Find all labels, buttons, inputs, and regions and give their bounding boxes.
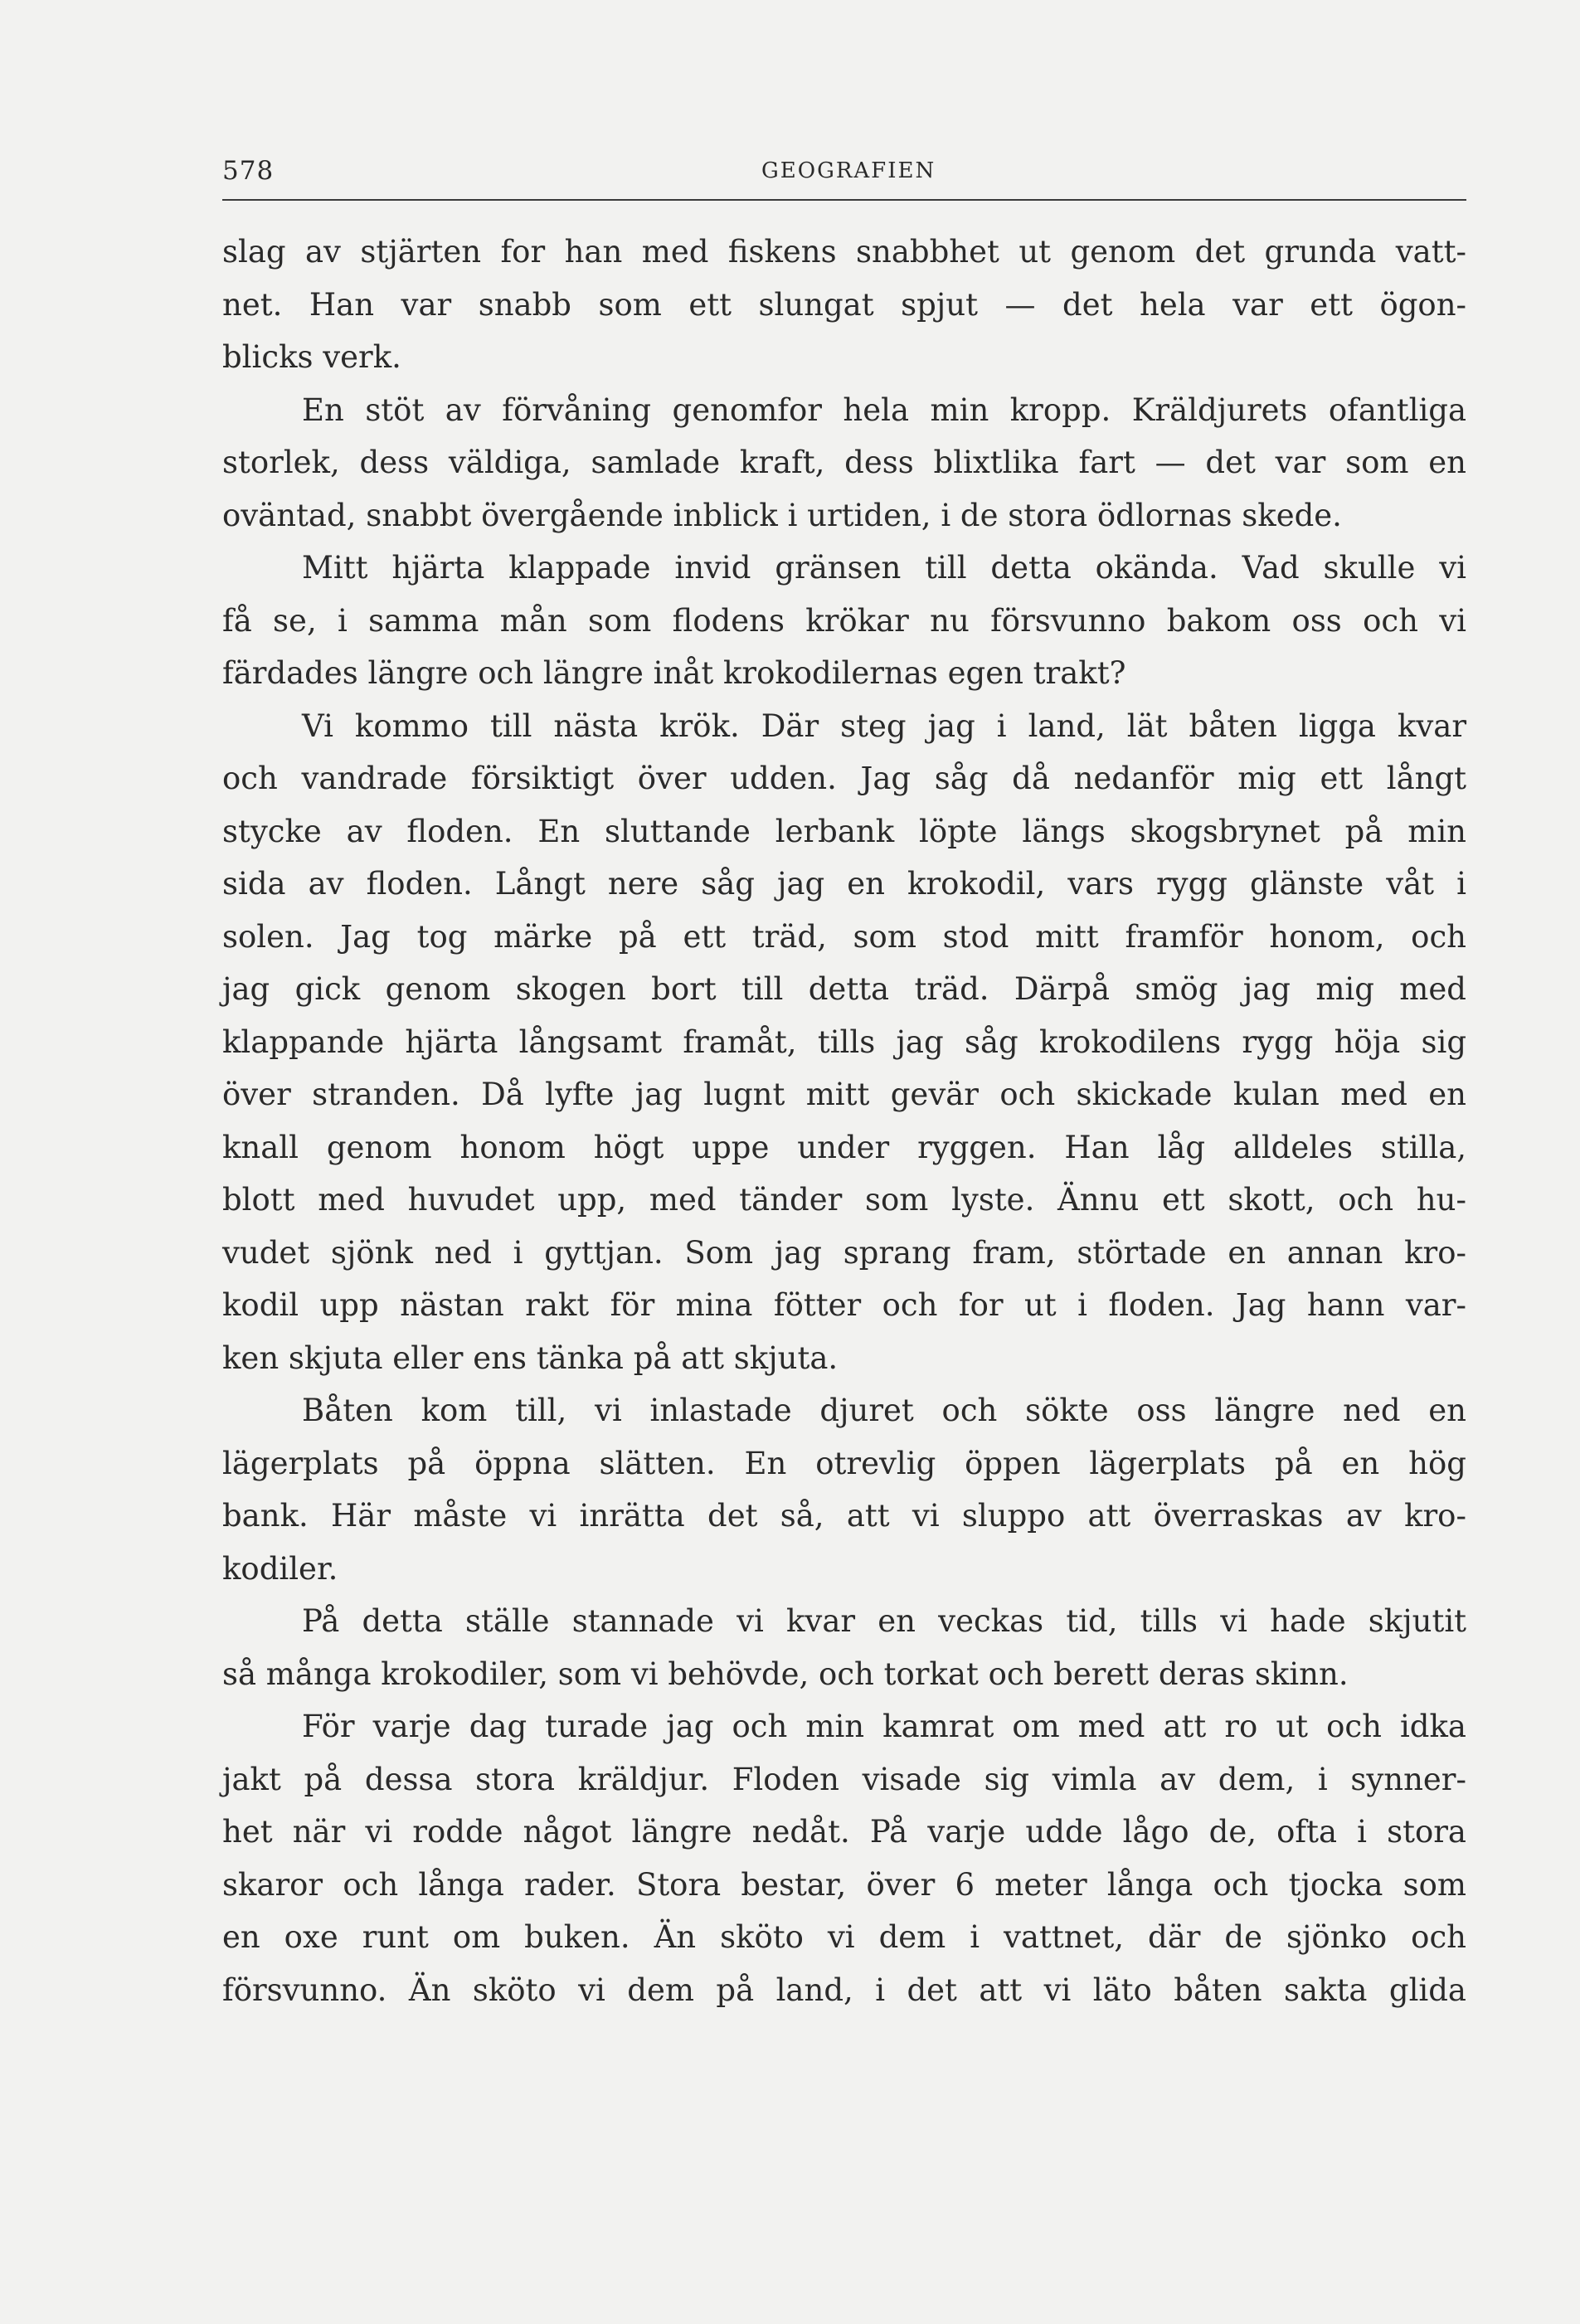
text-line: skaror och långa rader. Stora bestar, över 6 meter långa och tjocka som (222, 1866, 1466, 1903)
text-line: över stranden. Då lyfte jag lugnt mitt gevär och skickade kulan med en (222, 1077, 1466, 1112)
text-line: För varje dag turade jag och min kamrat om med att ro ut och idka (302, 1709, 1466, 1744)
running-head: GEOGRAFIEN (761, 158, 936, 183)
text-line: klappande hjärta långsamt framåt, tills jag såg krokodilens rygg höja sig (222, 1023, 1467, 1060)
text-line: het när vi rodde något längre nedåt. På varje udde lågo de, ofta i stora (222, 1814, 1466, 1850)
text-line: knall genom honom högt uppe under ryggen. Han låg alldeles stilla, (222, 1129, 1467, 1165)
text-line: kodil upp nästan rakt för mina fötter och for ut i floden. Jag hann var- (222, 1287, 1466, 1323)
text-line: vudet sjönk ned i gyttjan. Som jag sprang fram, störtade en annan kro- (222, 1234, 1466, 1271)
text-line: Vi kommo till nästa krök. Där steg jag i land, lät båten ligga kvar (302, 707, 1467, 744)
text-line: så många krokodiler, som vi behövde, och torkat och berett deras skinn. (222, 1655, 1349, 1692)
text-line: En stöt av förvåning genomfor hela min kropp. Kräldjurets ofantliga (302, 391, 1467, 428)
text-line: jakt på dessa stora kräldjur. Floden visade sig vimla av dem, i synner- (222, 1761, 1467, 1797)
text-line: jag gick genom skogen bort till detta träd. Därpå smög jag mig med (222, 971, 1466, 1007)
text-line: net. Han var snabb som ett slungat spjut — det hela var ett ögon- (222, 286, 1467, 323)
text-line: få se, i samma mån som flodens krökar nu försvunno bakom oss och vi (222, 602, 1466, 639)
text-line: en oxe runt om buken. Än sköto vi dem i vattnet, där de sjönko och (222, 1919, 1466, 1955)
text-line: slag av stjärten for han med fiskens snabbhet ut genom det grunda vatt- (222, 234, 1466, 270)
text-line: blott med huvudet upp, med tänder som lyste. Ännu ett skott, och hu- (222, 1182, 1466, 1218)
text-line: sida av floden. Långt nere såg jag en krokodil, vars rygg glänste våt i (222, 866, 1466, 902)
text-line: kodiler. (222, 1550, 338, 1587)
header-rule (222, 199, 1466, 201)
text-line: stycke av floden. En sluttande lerbank löpte längs skogsbrynet på min (222, 813, 1466, 849)
page-number: 578 (222, 156, 275, 186)
text-line: blicks verk. (222, 339, 401, 375)
text-line: oväntad, snabbt övergående inblick i urtiden, i de stora ödlornas skede. (222, 497, 1342, 533)
body-text (222, 226, 1483, 2016)
text-line: färdades längre och längre inåt krokodilernas egen trakt? (222, 655, 1126, 691)
text-line: Mitt hjärta klappade invid gränsen till detta okända. Vad skulle vi (302, 550, 1466, 586)
text-line: Båten kom till, vi inlastade djuret och sökte oss längre ned en (302, 1393, 1467, 1428)
text-line: ken skjuta eller ens tänka på att skjuta. (222, 1339, 839, 1376)
page-header (222, 156, 1466, 197)
text-line: försvunno. Än sköto vi dem på land, i det att vi läto båten sakta glida (222, 1972, 1466, 2008)
text-line: lägerplats på öppna slätten. En otrevlig öppen lägerplats på en hög (222, 1445, 1466, 1481)
text-line: storlek, dess väldiga, samlade kraft, dess blixtlika fart — det var som en (222, 445, 1466, 480)
text-line: solen. Jag tog märke på ett träd, som stod mitt framför honom, och (222, 918, 1467, 955)
text-line: och vandrade försiktigt över udden. Jag såg då nedanför mig ett långt (222, 761, 1467, 796)
text-line: bank. Här måste vi inrätta det så, att vi sluppo att överraskas av kro- (222, 1498, 1466, 1534)
text-line: På detta ställe stannade vi kvar en veckas tid, tills vi hade skjutit (302, 1603, 1467, 1639)
